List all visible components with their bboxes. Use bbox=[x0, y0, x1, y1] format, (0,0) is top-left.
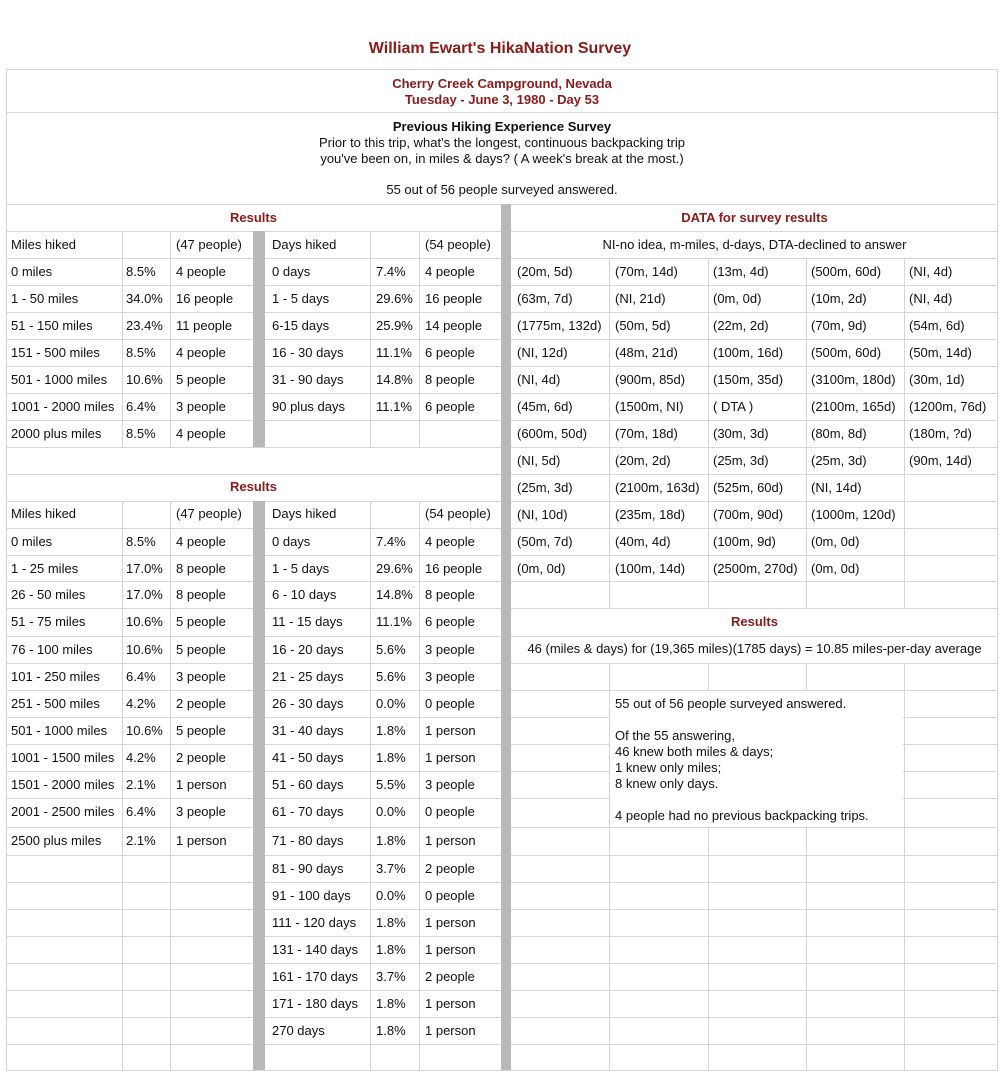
results1-days-row-cell: 16 people bbox=[425, 291, 483, 306]
summary-line: 1 knew only miles; bbox=[615, 760, 722, 775]
results2-miles-row-cell: 3 people bbox=[176, 669, 226, 684]
results2-miles-row-cell: 3 people bbox=[176, 804, 226, 819]
data-entry: (90m, 14d) bbox=[909, 453, 972, 468]
results2-miles-header-cell: (47 people) bbox=[176, 506, 242, 521]
summary-line: 8 knew only days. bbox=[615, 776, 719, 791]
data-entry: (40m, 4d) bbox=[615, 534, 671, 549]
results1-days-row-cell: 6-15 days bbox=[272, 318, 330, 333]
results1-days-row-cell: 1 - 5 days bbox=[272, 291, 330, 306]
results2-miles-row-cell: 1 - 25 miles bbox=[11, 561, 79, 576]
data-entry: (2500m, 270d) bbox=[713, 561, 798, 576]
data-entry: (80m, 8d) bbox=[811, 426, 867, 441]
data-entry: (100m, 16d) bbox=[713, 345, 784, 360]
data-entry: (70m, 9d) bbox=[811, 318, 867, 333]
results1-miles-row-cell: 151 - 500 miles bbox=[11, 345, 100, 360]
results2-miles-row-cell: 4.2% bbox=[126, 696, 156, 711]
results2-days-row-cell: 3 people bbox=[425, 669, 475, 684]
data-legend: NI-no idea, m-miles, d-days, DTA-declined to answer bbox=[602, 237, 907, 252]
results1-miles-row-cell: 23.4% bbox=[126, 318, 163, 333]
row-line bbox=[6, 1070, 998, 1071]
data-entry: (NI, 4d) bbox=[909, 291, 953, 306]
results2-days-row-cell: 6 - 10 days bbox=[272, 587, 337, 602]
question-line-1: Prior to this trip, what's the longest, continuous backpacking trip bbox=[319, 135, 685, 150]
results1-days-row-cell: 14 people bbox=[425, 318, 483, 333]
results2-days-row-cell: 2 people bbox=[425, 861, 475, 876]
results2-days-row-cell: 0.0% bbox=[376, 888, 406, 903]
results2-days-row-cell: 3.7% bbox=[376, 969, 406, 984]
data-entry: (1200m, 76d) bbox=[909, 399, 987, 414]
results2-days-row-cell: 6 people bbox=[425, 614, 475, 629]
data-entry: (70m, 14d) bbox=[615, 264, 678, 279]
data-entry: (235m, 18d) bbox=[615, 507, 686, 522]
results1-days-row-cell: 6 people bbox=[425, 345, 475, 360]
results2-days-row-cell: 0 people bbox=[425, 888, 475, 903]
data-entry: (525m, 60d) bbox=[713, 480, 784, 495]
results1-miles-row-cell: 10.6% bbox=[126, 372, 163, 387]
results2-days-row-cell: 3 people bbox=[425, 642, 475, 657]
results2-days-row-cell: 26 - 30 days bbox=[272, 696, 344, 711]
data-entry: (48m, 21d) bbox=[615, 345, 678, 360]
data-entry: (NI, 4d) bbox=[517, 372, 561, 387]
results2-days-row-cell: 1 person bbox=[425, 723, 476, 738]
header-divider bbox=[6, 112, 998, 113]
data-entry: (3100m, 180d) bbox=[811, 372, 896, 387]
results2-miles-row-cell: 5 people bbox=[176, 642, 226, 657]
data-entry: (50m, 5d) bbox=[615, 318, 671, 333]
data-entry: (22m, 2d) bbox=[713, 318, 769, 333]
results2-days-row-cell: 111 - 120 days bbox=[272, 915, 357, 930]
col-line bbox=[170, 231, 171, 447]
results1-days-row-cell: 7.4% bbox=[376, 264, 406, 279]
results2-miles-row-cell: 10.6% bbox=[126, 723, 163, 738]
data-entry: (20m, 2d) bbox=[615, 453, 671, 468]
data-entry: (1000m, 120d) bbox=[811, 507, 896, 522]
results2-days-row-cell: 1 person bbox=[425, 996, 476, 1011]
results2-miles-row-cell: 5 people bbox=[176, 614, 226, 629]
results2-miles-row-cell: 251 - 500 miles bbox=[11, 696, 100, 711]
results1-miles-row-cell: 8.5% bbox=[126, 345, 156, 360]
results2-miles-row-cell: 8 people bbox=[176, 587, 226, 602]
data-entry: (2100m, 163d) bbox=[615, 480, 700, 495]
data-heading: DATA for survey results bbox=[681, 210, 828, 225]
results2-miles-row-cell: 1001 - 1500 miles bbox=[11, 750, 115, 765]
data-entry: (180m, ?d) bbox=[909, 426, 972, 441]
results1-days-row-cell: 0 days bbox=[272, 264, 311, 279]
results2-miles-row-cell: 8.5% bbox=[126, 534, 156, 549]
results1-miles-row-cell: 2000 plus miles bbox=[11, 426, 102, 441]
results1-miles-row-cell: 11 people bbox=[176, 318, 233, 333]
results2-days-row-cell: 2 people bbox=[425, 969, 475, 984]
results1-days-row-cell: 11.1% bbox=[376, 399, 412, 414]
results2-days-row-cell: 1.8% bbox=[376, 833, 406, 848]
results2-miles-row-cell: 1501 - 2000 miles bbox=[11, 777, 115, 792]
data-entry: (20m, 5d) bbox=[517, 264, 573, 279]
results1-miles-row-cell: 6.4% bbox=[126, 399, 156, 414]
data-entry: (NI, 12d) bbox=[517, 345, 568, 360]
summary-line: 46 knew both miles & days; bbox=[615, 744, 774, 759]
results1-miles-row-cell: 5 people bbox=[176, 372, 226, 387]
results1-miles-row-cell: 16 people bbox=[176, 291, 234, 306]
location-line: Cherry Creek Campground, Nevada bbox=[392, 76, 612, 91]
results2-miles-row-cell: 76 - 100 miles bbox=[11, 642, 93, 657]
results1-days-row-cell: 11.1% bbox=[376, 345, 412, 360]
results1-miles-row-cell: 1 - 50 miles bbox=[11, 291, 79, 306]
results2-miles-row-cell: 2 people bbox=[176, 696, 226, 711]
col-line bbox=[122, 501, 123, 1070]
summary-line: 55 out of 56 people surveyed answered. bbox=[615, 696, 847, 711]
data-entry: (25m, 3d) bbox=[811, 453, 867, 468]
results2-days-header-cell: Days hiked bbox=[272, 506, 337, 521]
results1-heading: Results bbox=[230, 210, 277, 225]
results1-miles-row-cell: 4 people bbox=[176, 264, 226, 279]
results2-miles-row-cell: 1 person bbox=[176, 833, 227, 848]
results1-miles-row-cell: 4 people bbox=[176, 345, 226, 360]
results2-days-row-cell: 1 person bbox=[425, 942, 476, 957]
results2-days-row-cell: 1 person bbox=[425, 915, 476, 930]
results2-days-row-cell: 11 - 15 days bbox=[272, 614, 343, 629]
data-entry: (50m, 14d) bbox=[909, 345, 972, 360]
data-entry: (63m, 7d) bbox=[517, 291, 573, 306]
results1-days-row-cell: 25.9% bbox=[376, 318, 413, 333]
data-entry: (100m, 14d) bbox=[615, 561, 686, 576]
col-line bbox=[419, 501, 420, 1070]
col-line bbox=[419, 231, 420, 447]
results1-miles-row-cell: 3 people bbox=[176, 399, 226, 414]
data-entry: (45m, 6d) bbox=[517, 399, 573, 414]
col-line bbox=[609, 258, 610, 608]
results1-miles-row-cell: 8.5% bbox=[126, 264, 156, 279]
results1-days-header-cell: Days hiked bbox=[272, 237, 337, 252]
results2-miles-row-cell: 1 person bbox=[176, 777, 227, 792]
results2-days-row-cell: 7.4% bbox=[376, 534, 406, 549]
results1-miles-row-cell: 34.0% bbox=[126, 291, 163, 306]
results1-days-row-cell: 4 people bbox=[425, 264, 475, 279]
section-separator bbox=[501, 204, 511, 1070]
results2-miles-row-cell: 4.2% bbox=[126, 750, 156, 765]
data-entry: ( DTA ) bbox=[713, 399, 754, 414]
results2-days-row-cell: 81 - 90 days bbox=[272, 861, 344, 876]
data-entry: (1775m, 132d) bbox=[517, 318, 602, 333]
data-entry: (70m, 18d) bbox=[615, 426, 678, 441]
data-entry: (600m, 50d) bbox=[517, 426, 588, 441]
col-line bbox=[370, 231, 371, 447]
results2-miles-row-cell: 10.6% bbox=[126, 642, 163, 657]
results2-miles-row-cell: 2.1% bbox=[126, 777, 156, 792]
results2-days-row-cell: 1.8% bbox=[376, 750, 406, 765]
results2-days-row-cell: 0 days bbox=[272, 534, 311, 549]
results2-days-row-cell: 0 people bbox=[425, 804, 475, 819]
results2-miles-row-cell: 2001 - 2500 miles bbox=[11, 804, 115, 819]
results1-miles-row-cell: 4 people bbox=[176, 426, 226, 441]
results2-days-row-cell: 41 - 50 days bbox=[272, 750, 344, 765]
results1-miles-row-cell: 1001 - 2000 miles bbox=[11, 399, 115, 414]
results2-miles-row-cell: 4 people bbox=[176, 534, 226, 549]
results2-miles-row-cell: 2500 plus miles bbox=[11, 833, 102, 848]
results2-miles-row-cell: 6.4% bbox=[126, 804, 156, 819]
data-entry: (NI, 5d) bbox=[517, 453, 561, 468]
data-entry: (25m, 3d) bbox=[517, 480, 573, 495]
results2-days-row-cell: 71 - 80 days bbox=[272, 833, 344, 848]
results2-days-row-cell: 4 people bbox=[425, 534, 475, 549]
results1-days-row-cell: 16 - 30 days bbox=[272, 345, 344, 360]
col-line bbox=[904, 258, 905, 608]
results2-days-header-cell: (54 people) bbox=[425, 506, 491, 521]
results2-miles-row-cell: 5 people bbox=[176, 723, 226, 738]
col-line bbox=[806, 258, 807, 608]
results2-days-row-cell: 1.8% bbox=[376, 996, 406, 1011]
results2-days-row-cell: 3 people bbox=[425, 777, 475, 792]
results2-days-row-cell: 1 person bbox=[425, 833, 476, 848]
data-entry: (0m, 0d) bbox=[811, 561, 860, 576]
results1-miles-row-cell: 501 - 1000 miles bbox=[11, 372, 108, 387]
data-entry: (0m, 0d) bbox=[517, 561, 566, 576]
results2-miles-row-cell: 6.4% bbox=[126, 669, 156, 684]
col-line bbox=[370, 501, 371, 1070]
results1-days-row-cell: 14.8% bbox=[376, 372, 413, 387]
results1-miles-header-cell: (47 people) bbox=[176, 237, 242, 252]
results2-days-row-cell: 29.6% bbox=[376, 561, 413, 576]
data-entry: (0m, 0d) bbox=[811, 534, 860, 549]
data-entry: (NI, 10d) bbox=[517, 507, 568, 522]
results2-days-row-cell: 1.8% bbox=[376, 915, 406, 930]
results2-days-row-cell: 1.8% bbox=[376, 942, 406, 957]
data-entry: (13m, 4d) bbox=[713, 264, 769, 279]
data-entry: (1500m, NI) bbox=[615, 399, 684, 414]
results2-days-row-cell: 16 people bbox=[425, 561, 483, 576]
data-entry: (NI, 14d) bbox=[811, 480, 862, 495]
col-line bbox=[170, 501, 171, 1070]
results2-heading: Results bbox=[230, 479, 277, 494]
results2-days-row-cell: 0.0% bbox=[376, 696, 406, 711]
data-entry: (150m, 35d) bbox=[713, 372, 784, 387]
results1-days-row-cell: 31 - 90 days bbox=[272, 372, 344, 387]
results2-miles-header-cell: Miles hiked bbox=[11, 506, 77, 521]
results2-days-row-cell: 61 - 70 days bbox=[272, 804, 344, 819]
results2-days-row-cell: 1 person bbox=[425, 750, 476, 765]
results2-days-row-cell: 16 - 20 days bbox=[272, 642, 344, 657]
results2-miles-row-cell: 8 people bbox=[176, 561, 226, 576]
results1-separator bbox=[253, 231, 265, 447]
data-entry: (54m, 6d) bbox=[909, 318, 965, 333]
results2-days-row-cell: 14.8% bbox=[376, 587, 413, 602]
summary-line: 4 people had no previous backpacking trips. bbox=[615, 808, 869, 823]
data-entry: (0m, 0d) bbox=[713, 291, 762, 306]
results2-days-row-cell: 5.6% bbox=[376, 642, 406, 657]
results1-days-header-cell: (54 people) bbox=[425, 237, 491, 252]
data-entry: (2100m, 165d) bbox=[811, 399, 896, 414]
summary-heading: Results bbox=[731, 614, 778, 629]
outer-top bbox=[6, 69, 998, 70]
results2-miles-row-cell: 2.1% bbox=[126, 833, 156, 848]
results2-miles-row-cell: 17.0% bbox=[126, 561, 163, 576]
results1-miles-header-cell: Miles hiked bbox=[11, 237, 77, 252]
summary-line: Of the 55 answering, bbox=[615, 728, 735, 743]
results1-days-row-cell: 8 people bbox=[425, 372, 475, 387]
data-entry: (700m, 90d) bbox=[713, 507, 784, 522]
results2-days-row-cell: 1.8% bbox=[376, 723, 406, 738]
results2-days-row-cell: 31 - 40 days bbox=[272, 723, 344, 738]
results2-days-row-cell: 171 - 180 days bbox=[272, 996, 359, 1011]
results2-miles-row-cell: 501 - 1000 miles bbox=[11, 723, 108, 738]
results2-days-row-cell: 91 - 100 days bbox=[272, 888, 351, 903]
results2-days-row-cell: 0 people bbox=[425, 696, 475, 711]
data-entry: (500m, 60d) bbox=[811, 345, 882, 360]
results1-days-row-cell: 90 plus days bbox=[272, 399, 345, 414]
data-entry: (50m, 7d) bbox=[517, 534, 573, 549]
data-entry: (30m, 3d) bbox=[713, 426, 769, 441]
results1-days-row-cell: 29.6% bbox=[376, 291, 413, 306]
date-line: Tuesday - June 3, 1980 - Day 53 bbox=[404, 92, 600, 107]
results2-days-row-cell: 161 - 170 days bbox=[272, 969, 359, 984]
results2-days-row-cell: 11.1% bbox=[376, 614, 412, 629]
col-line bbox=[904, 663, 905, 1070]
results2-separator bbox=[253, 501, 265, 1070]
results2-miles-row-cell: 0 miles bbox=[11, 534, 53, 549]
results2-days-row-cell: 51 - 60 days bbox=[272, 777, 344, 792]
results2-days-row-cell: 5.6% bbox=[376, 669, 406, 684]
results2-miles-row-cell: 2 people bbox=[176, 750, 226, 765]
results2-days-row-cell: 1 - 5 days bbox=[272, 561, 330, 576]
results2-days-row-cell: 131 - 140 days bbox=[272, 942, 359, 957]
data-entry: (900m, 85d) bbox=[615, 372, 686, 387]
results2-days-row-cell: 21 - 25 days bbox=[272, 669, 344, 684]
summary-average: 46 (miles & days) for (19,365 miles)(1785 days) = 10.85 miles-per-day average bbox=[527, 641, 982, 656]
data-entry: (100m, 9d) bbox=[713, 534, 776, 549]
results2-miles-row-cell: 51 - 75 miles bbox=[11, 614, 86, 629]
data-entry: (NI, 4d) bbox=[909, 264, 953, 279]
page-title: William Ewart's HikaNation Survey bbox=[368, 40, 632, 57]
col-line bbox=[708, 258, 709, 608]
results1-miles-row-cell: 51 - 150 miles bbox=[11, 318, 93, 333]
results1-miles-row-cell: 0 miles bbox=[11, 264, 53, 279]
results2-days-row-cell: 1 person bbox=[425, 1023, 476, 1038]
results2-days-row-cell: 5.5% bbox=[376, 777, 406, 792]
results2-miles-row-cell: 101 - 250 miles bbox=[11, 669, 100, 684]
data-entry: (25m, 3d) bbox=[713, 453, 769, 468]
results2-miles-row-cell: 17.0% bbox=[126, 587, 163, 602]
results1-miles-row-cell: 8.5% bbox=[126, 426, 156, 441]
results2-days-row-cell: 3.7% bbox=[376, 861, 406, 876]
results2-days-row-cell: 1.8% bbox=[376, 1023, 406, 1038]
results2-days-row-cell: 0.0% bbox=[376, 804, 406, 819]
question-heading: Previous Hiking Experience Survey bbox=[392, 119, 612, 134]
col-line bbox=[122, 231, 123, 447]
question-line-2: you've been on, in miles & days? ( A week's break at the most.) bbox=[320, 151, 684, 166]
data-entry: (NI, 21d) bbox=[615, 291, 666, 306]
results2-miles-row-cell: 10.6% bbox=[126, 614, 163, 629]
results1-days-row-cell: 6 people bbox=[425, 399, 475, 414]
answered-count: 55 out of 56 people surveyed answered. bbox=[386, 182, 618, 197]
data-entry: (30m, 1d) bbox=[909, 372, 965, 387]
data-entry: (10m, 2d) bbox=[811, 291, 867, 306]
results2-days-row-cell: 8 people bbox=[425, 587, 475, 602]
results2-days-row-cell: 270 days bbox=[272, 1023, 325, 1038]
data-entry: (500m, 60d) bbox=[811, 264, 882, 279]
results2-miles-row-cell: 26 - 50 miles bbox=[11, 587, 86, 602]
